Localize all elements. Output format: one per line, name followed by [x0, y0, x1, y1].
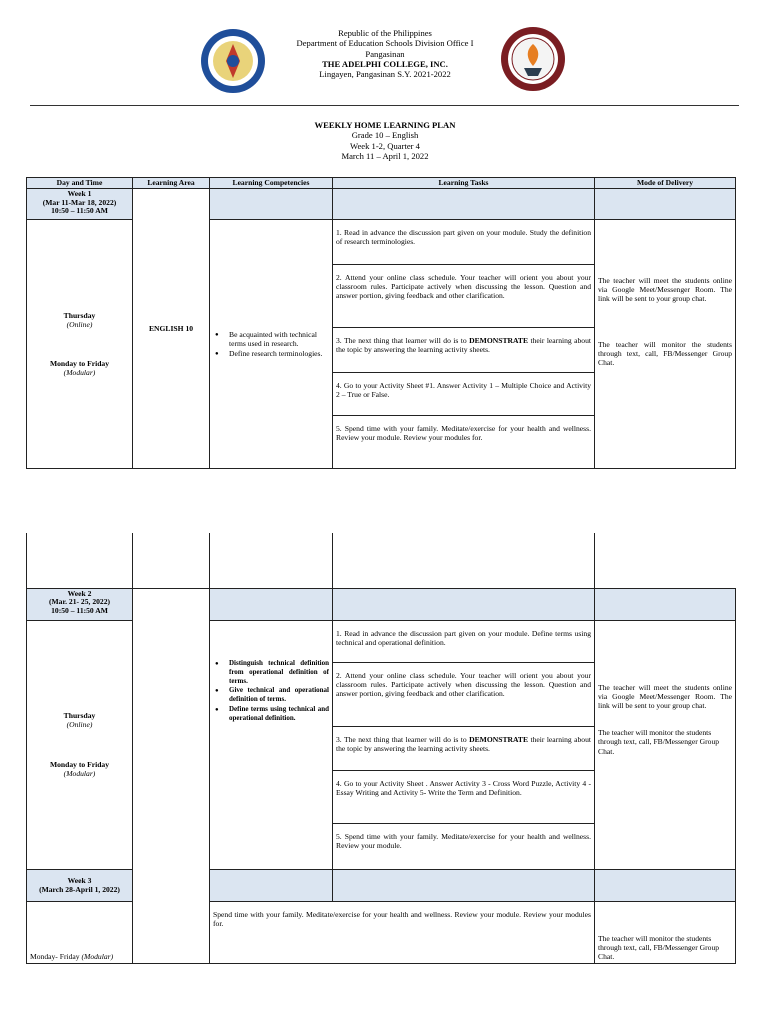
- continuation-row: [27, 533, 736, 588]
- week3-day: Monday- Friday: [30, 952, 82, 962]
- week2-delivery-online: The teacher will meet the students online via Google Meet/Messenger Room. The link will be sent to your group chat.: [598, 682, 732, 710]
- week1-task-2: 2. Attend your online class schedule. Your teacher will orient you about your classroom rules. Participate actively when discussing the lesson. Question and answer portion, giving feedback and other clarification.: [333, 264, 594, 327]
- week3-delivery-cell: [595, 901, 736, 963]
- col-header-tasks: Learning Tasks: [333, 178, 595, 189]
- week2-task-1: 1. Read in advance the discussion part given on your module. Define terms using technical and operational definition.: [333, 621, 594, 663]
- plan-title-block: [250, 120, 520, 161]
- week2-day-online: Thursday: [63, 711, 96, 721]
- week1-delivery-modular: The teacher will monitor the students through text, call, FB/Messenger Group Chat.: [598, 339, 732, 368]
- week2-time: 10:50 – 11:50 AM: [51, 605, 108, 615]
- week2-task-3-keyword: DEMONSTRATE: [469, 735, 529, 744]
- week1-title: Week 1: [67, 189, 92, 198]
- week2-delivery-modular: The teacher will monitor the students through text, call, FB/Messenger Group Chat.: [598, 728, 720, 756]
- week1-mode-online: (Online): [66, 319, 93, 329]
- col-header-delivery: Mode of Delivery: [595, 178, 736, 189]
- week1-time: 10:50 – 11:50 AM: [51, 206, 108, 216]
- plan-week: Week 1-2, Quarter 4: [350, 140, 420, 151]
- learning-plan-table-page2: [26, 533, 736, 964]
- week2-task-2: 2. Attend your online class schedule. Your teacher will orient you about your classroom rules. Participate actively when discussing the lesson. Question and answer portion, giving feedback and other clarification.: [333, 663, 594, 727]
- week2-task-5: 5. Spend time with your family. Meditate/exercise for your health and wellness. Review your module.: [336, 832, 591, 851]
- week1-heading-cell: [27, 189, 133, 220]
- continuation-cell: [210, 533, 333, 588]
- week3-blank-competency: [210, 869, 333, 901]
- learning-plan-table-page1: [26, 177, 736, 469]
- week1-delivery-cell: [595, 220, 736, 469]
- week3-blank-task: [333, 869, 595, 901]
- list-item: ● Define terms using technical and operational definition.: [229, 705, 329, 723]
- header-school-name: THE ADELPHI COLLEGE, INC.: [322, 58, 448, 69]
- week1-task-3: 3. The next thing that learner will do is to DEMONSTRATE their learning about the topic by answering the learning activity sheets.: [333, 327, 594, 372]
- week1-tasks-cell: [333, 220, 595, 469]
- week2-mode-online: (Online): [66, 720, 93, 730]
- continuation-cell: [133, 533, 210, 588]
- week2-dates: (Mar. 21- 25, 2022): [48, 597, 111, 607]
- list-item: ● Distinguish technical definition from operational definition of terms.: [229, 659, 329, 687]
- week1-delivery-online: The teacher will meet the students online via Google Meet/Messenger Room. The link will be sent to your group chat.: [598, 276, 732, 304]
- week1-task-1: 1. Read in advance the discussion part given on your module. Study the definition of research terminologies.: [333, 220, 594, 264]
- col-header-competencies: Learning Competencies: [210, 178, 333, 189]
- week3-mode: (Modular): [81, 952, 114, 962]
- plan-grade: Grade 10 – English: [351, 130, 419, 141]
- header-line-republic: Republic of the Philippines: [338, 28, 432, 38]
- header-line-deped: Department of Education Schools Division Office I: [296, 38, 474, 49]
- week1-blank-delivery: [595, 189, 736, 220]
- week2-task-4: 4. Go to your Activity Sheet . Answer Activity 3 - Cross Word Puzzle, Activity 4 - Essay Writing and Activity 5- Write the Term and Definition.: [333, 771, 594, 824]
- week1-task-4: 4. Go to your Activity Sheet #1. Answer Activity 1 – Multiple Choice and Activity 2 – True or False.: [333, 372, 594, 415]
- week1-task-3-keyword: DEMONSTRATE: [469, 335, 529, 345]
- header-divider: [30, 105, 739, 106]
- week3-task: Spend time with your family. Meditate/exercise for your health and wellness. Review your module. Review your modules for.: [213, 909, 591, 928]
- week2-title: Week 2: [67, 588, 92, 598]
- continuation-cell: [27, 533, 133, 588]
- week2-schedule-cell: [27, 620, 133, 869]
- col-header-day-time: Day and Time: [27, 178, 133, 189]
- week2-competencies-cell: [210, 620, 333, 869]
- week2-heading-cell: [27, 588, 133, 620]
- week2-blank-competency: [210, 588, 333, 620]
- week1-mode-modular: (Modular): [63, 368, 96, 378]
- week2-blank-task: [333, 588, 595, 620]
- week2-competency-list: [213, 659, 329, 723]
- plan-title: WEEKLY HOME LEARNING PLAN: [314, 120, 456, 130]
- week2-heading-row: [27, 588, 736, 620]
- week1-blank-competency: [210, 189, 333, 220]
- week3-schedule-cell: [27, 901, 133, 963]
- week2-delivery-cell: [595, 620, 736, 869]
- continuation-cell: [333, 533, 595, 588]
- week1-day-modular: Monday to Friday: [49, 359, 110, 368]
- week3-heading-cell: [27, 869, 133, 901]
- continuation-cell: [595, 533, 736, 588]
- week3-task-cell: [210, 901, 595, 963]
- plan-dates: March 11 – April 1, 2022: [341, 150, 429, 161]
- week3-dates: (March 28-April 1, 2022): [39, 885, 120, 894]
- list-item: ● Be acquainted with technical terms used in research.: [229, 330, 329, 348]
- week2-task-3: 3. The next thing that learner will do is to DEMONSTRATE their learning about the topic by answering the learning activity sheets.: [333, 727, 594, 771]
- list-item: ● Define research terminologies.: [229, 349, 329, 358]
- week1-task-list: [333, 220, 594, 468]
- week1-blank-task: [333, 189, 595, 220]
- week1-task-5: 5. Spend time with your family. Meditate/exercise for your health and wellness. Review your module. Review your modules for.: [336, 423, 591, 442]
- week2-task-list: [333, 621, 594, 869]
- col-header-learning-area: Learning Area: [133, 178, 210, 189]
- week2-learning-area-cell: [133, 588, 210, 963]
- week2-mode-modular: (Modular): [63, 768, 96, 778]
- week1-schedule-cell: [27, 220, 133, 469]
- week2-day-modular: Monday to Friday: [49, 759, 110, 769]
- week1-competencies-cell: [210, 220, 333, 469]
- list-item: ● Give technical and operational definition of terms.: [229, 686, 329, 704]
- table-header-row: [27, 178, 736, 189]
- week1-heading-row: [27, 189, 736, 220]
- week2-blank-delivery: [595, 588, 736, 620]
- week1-dates: (Mar 11-Mar 18, 2022): [42, 197, 117, 207]
- week2-tasks-cell: [333, 620, 595, 869]
- week1-learning-area: ENGLISH 10: [133, 189, 210, 469]
- week3-blank-delivery: [595, 869, 736, 901]
- header-school-year: Lingayen, Pangasinan S.Y. 2021-2022: [319, 69, 451, 80]
- week1-competency-list: [213, 330, 329, 358]
- letterhead: [250, 28, 520, 79]
- week3-title: Week 3: [67, 875, 92, 885]
- week3-delivery: The teacher will monitor the students through text, call, FB/Messenger Group Chat.: [598, 933, 720, 962]
- week1-day-online: Thursday: [63, 310, 96, 320]
- header-line-province: Pangasinan: [365, 48, 405, 59]
